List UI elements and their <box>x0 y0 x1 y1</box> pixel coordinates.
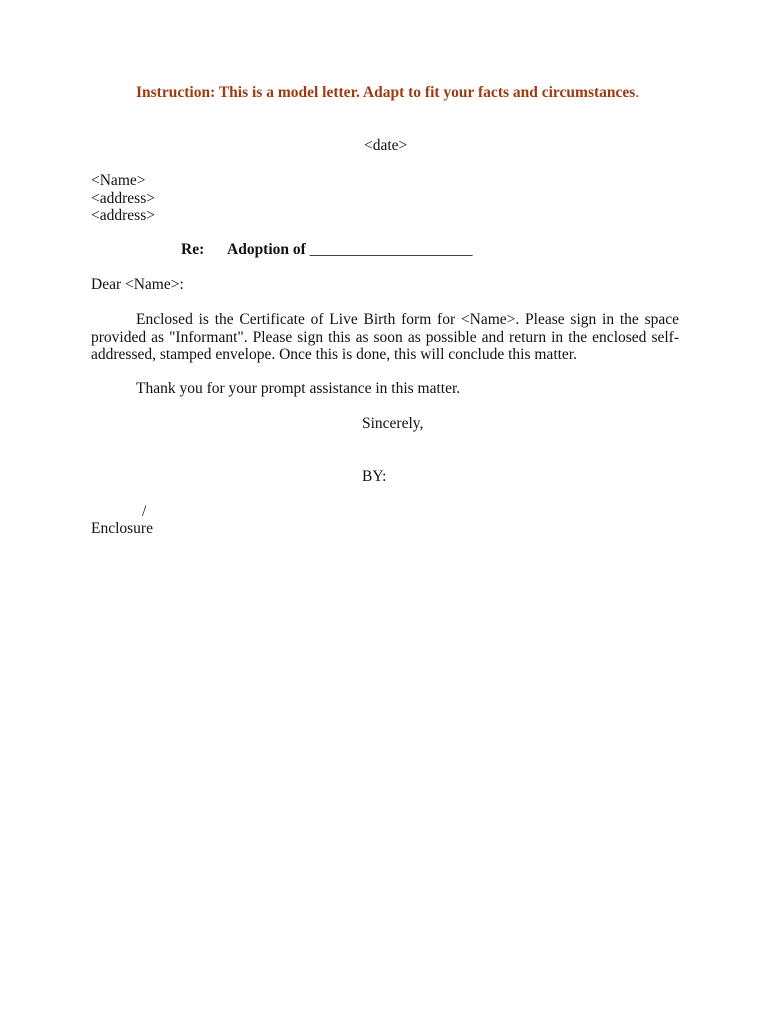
reference-subject: Adoption of <box>227 241 310 258</box>
reference-line <box>227 241 472 259</box>
closing: Sincerely, <box>362 415 424 432</box>
body-paragraph: Enclosed is the Certificate of Live Birth form for <Name>. Please sign in the space provided as "Informant". Please sign this as soon as possible and return in the enclosed self-addressed, stamped envelope. Once this is done, this will conclude this matter. <box>91 311 679 363</box>
reference-blank: _____________________ <box>309 241 473 258</box>
instruction-period: . <box>635 84 640 101</box>
thanks-paragraph: Thank you for your prompt assistance in this matter. <box>136 380 461 397</box>
initials-separator: / <box>142 503 147 520</box>
recipient-address-block <box>91 172 155 225</box>
salutation: Dear <Name>: <box>91 276 184 293</box>
recipient-name: <Name> <box>91 172 146 189</box>
letter-date: <date> <box>364 137 408 154</box>
signature-by: BY: <box>362 468 387 485</box>
instruction-note <box>136 84 639 102</box>
recipient-address-line-1: <address> <box>91 189 155 207</box>
recipient-address-line-2: <address> <box>91 207 155 224</box>
instruction-text: Instruction: This is a model letter. Adapt to fit your facts and circumstances <box>136 84 636 101</box>
enclosure-note: Enclosure <box>91 520 153 537</box>
reference-label: Re: <box>181 241 205 258</box>
